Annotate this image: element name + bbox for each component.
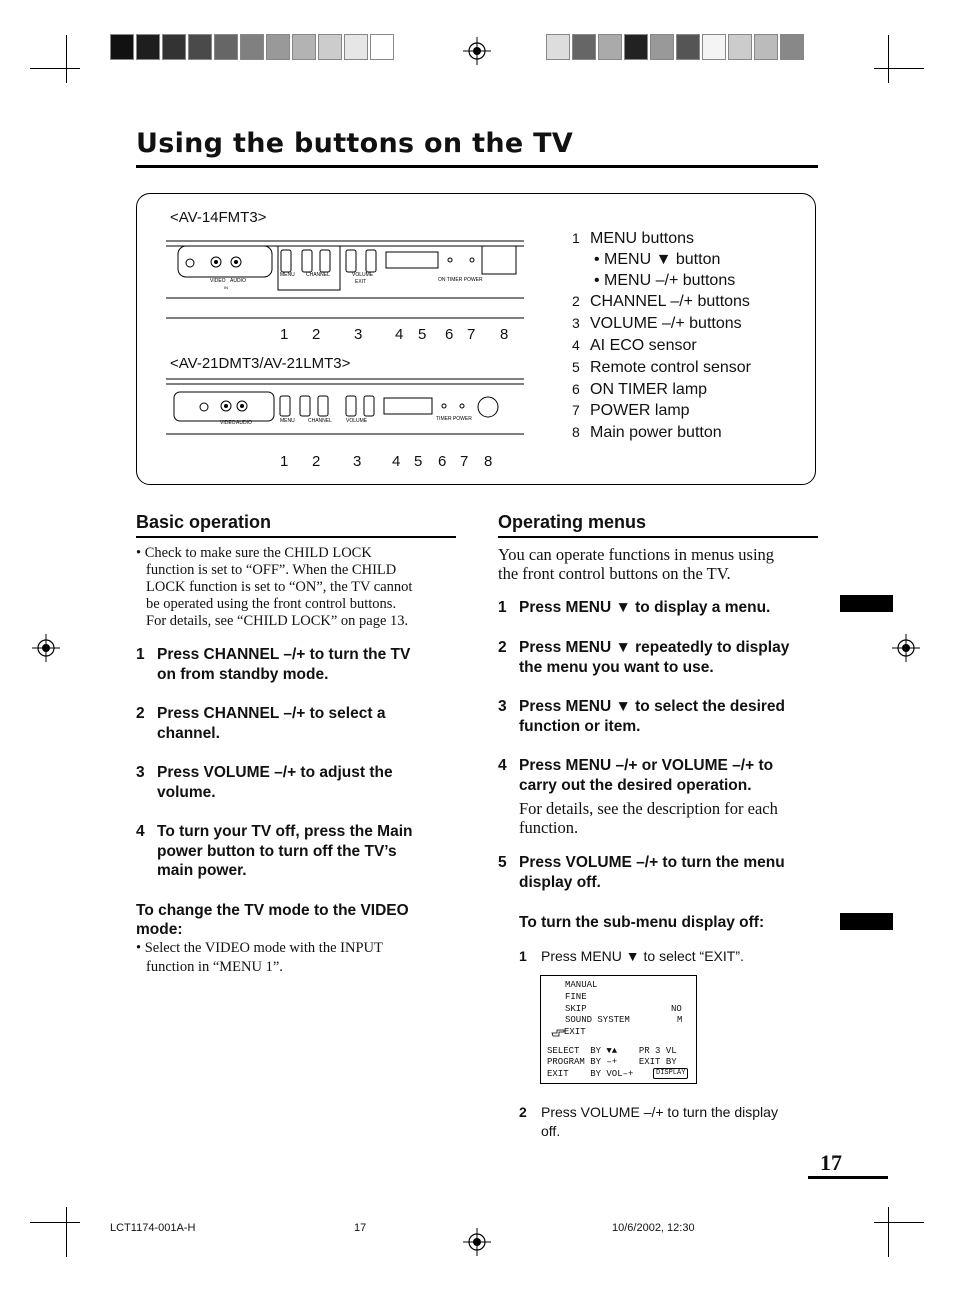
callout-5: 5 (418, 326, 427, 343)
step-text: channel. (157, 724, 220, 742)
color-swatch (110, 34, 134, 60)
color-swatch (344, 34, 368, 60)
basic-operation-rule (136, 536, 456, 538)
operating-menus-heading: Operating menus (498, 512, 647, 532)
legend-item (572, 379, 751, 401)
title-rule (136, 165, 818, 168)
operating-menus-rule (498, 536, 818, 538)
step-text: carry out the desired operation. (519, 776, 752, 794)
text-line: mode: (136, 921, 183, 938)
tv-front-panel-diagram-2 (166, 376, 526, 456)
color-swatch (240, 34, 264, 60)
menu-skip-value: NO (671, 1004, 682, 1014)
sub-step-2 (519, 1103, 778, 1139)
callout-3: 3 (354, 326, 363, 343)
legend-text: MENU buttons (590, 230, 695, 247)
legend-text: • MENU ▼ button (594, 250, 721, 268)
step-number: 1 (498, 599, 507, 616)
legend-item (572, 357, 751, 379)
menu-item-exit: EXIT (564, 1027, 586, 1037)
color-swatch (754, 34, 778, 60)
step-number: 1 (136, 646, 145, 663)
color-swatch (162, 34, 186, 60)
color-swatch (624, 34, 648, 60)
legend-text: Remote control sensor (590, 358, 751, 376)
panel-video-label: VIDEO (210, 278, 226, 284)
menu-screen-example (540, 975, 697, 1084)
color-swatch (598, 34, 622, 60)
color-swatch (728, 34, 752, 60)
step-number: 5 (498, 854, 507, 871)
step-text: power button to turn off the TV’s (157, 842, 397, 860)
crop-mark (66, 35, 67, 83)
display-button-label: DISPLAY (653, 1068, 688, 1079)
step-text: the menu you want to use. (519, 658, 714, 676)
text-line: You can operate functions in menus using (498, 545, 775, 564)
text-line: For details, see the description for each (519, 799, 778, 818)
text-line: LOCK function is set to “ON”, the TV cannot (146, 579, 413, 595)
submenu-heading: To turn the sub-menu display off: (519, 914, 765, 931)
panel2-video-label: VIDEO (220, 420, 236, 426)
text-line: To change the TV mode to the VIDEO (136, 902, 409, 919)
sub-step-2-num: 2 (519, 1104, 527, 1120)
text-line: function. (519, 818, 579, 837)
step-text: display off. (519, 873, 601, 891)
registration-mark-icon (463, 1228, 491, 1256)
text-line: For details, see “CHILD LOCK” on page 13. (146, 613, 409, 629)
callout-4: 4 (395, 326, 404, 343)
menu-footer-3: EXIT BY VOL–+ (547, 1069, 634, 1079)
legend-item (572, 228, 751, 250)
diagram-legend (572, 228, 751, 444)
legend-item (572, 335, 751, 357)
legend-number: 3 (572, 315, 580, 332)
menu-item-skip: SKIP (565, 1004, 587, 1014)
legend-item (572, 422, 751, 444)
registration-mark-icon (463, 37, 491, 65)
step-text: Press MENU ▼ to select the desired (519, 698, 786, 715)
legend-number: 2 (572, 293, 580, 310)
step-text: Press CHANNEL –/+ to turn the TV (157, 646, 411, 663)
menu-item-manual: MANUAL (565, 980, 598, 990)
callout-4: 4 (392, 453, 401, 470)
panel2-audio-label: AUDIO (236, 420, 252, 426)
page-title: Using the buttons on the TV (136, 128, 574, 159)
step-text: function or item. (519, 717, 641, 735)
legend-number: 7 (572, 402, 580, 419)
legend-number: 5 (572, 358, 580, 375)
panel-exit-label: EXIT (355, 279, 367, 285)
callout-2: 2 (312, 326, 321, 343)
color-swatch (188, 34, 212, 60)
panel2-menu-label: MENU (280, 418, 295, 424)
step-text: volume. (157, 783, 216, 801)
legend-text: • MENU –/+ buttons (594, 271, 736, 289)
footer-doc-code: LCT1174-001A-H (110, 1222, 196, 1234)
panel-menu-label: MENU (280, 272, 295, 278)
color-swatch (318, 34, 342, 60)
legend-item (572, 400, 751, 422)
color-bar-left (110, 34, 396, 60)
step-number: 4 (136, 823, 145, 840)
color-swatch (676, 34, 700, 60)
panel-channel-label: CHANNEL (306, 272, 330, 278)
crop-mark (874, 1222, 924, 1223)
sub-step-1-num: 1 (519, 948, 527, 964)
color-bar-right (546, 34, 806, 60)
color-swatch (650, 34, 674, 60)
menu-footer-2: PROGRAM BY –+ EXIT BY (547, 1057, 677, 1067)
callout-7: 7 (467, 326, 476, 343)
side-tab-marker (840, 913, 893, 930)
callout-7: 7 (460, 453, 469, 470)
color-swatch (780, 34, 804, 60)
legend-text: AI ECO sensor (590, 336, 697, 354)
text-line: function in “MENU 1”. (146, 959, 283, 975)
step-number: 4 (498, 757, 507, 774)
legend-text: VOLUME –/+ buttons (590, 315, 742, 333)
pointing-hand-icon (551, 1027, 565, 1037)
model-label-1: <AV-14FMT3> (170, 209, 267, 226)
legend-text: POWER lamp (590, 402, 690, 420)
callout-5: 5 (414, 453, 423, 470)
legend-number: 8 (572, 424, 580, 441)
callout-3: 3 (353, 453, 362, 470)
step-number: 3 (136, 764, 145, 781)
sub-step-2-line2: off. (541, 1123, 561, 1139)
legend-text: ON TIMER lamp (590, 380, 708, 398)
crop-mark (888, 35, 889, 83)
legend-number: 1 (572, 230, 580, 246)
color-swatch (214, 34, 238, 60)
text-line: function is set to “OFF”. When the CHILD (146, 562, 397, 578)
registration-mark-icon (892, 634, 920, 662)
callout-1: 1 (280, 453, 289, 470)
legend-text: CHANNEL –/+ buttons (590, 293, 750, 311)
panel2-channel-label: CHANNEL (308, 418, 332, 424)
sub-step-1-text: Press MENU ▼ to select “EXIT”. (541, 948, 744, 964)
callout-6: 6 (445, 326, 454, 343)
step-text: Press MENU ▼ to display a menu. (519, 599, 771, 616)
crop-mark (888, 1207, 889, 1257)
callout-6: 6 (438, 453, 447, 470)
menu-item-sound-system: SOUND SYSTEM (565, 1015, 630, 1025)
model-label-2: <AV-21DMT3/AV-21LMT3> (170, 355, 351, 372)
text-line: • Check to make sure the CHILD LOCK (136, 545, 372, 561)
step-number: 2 (498, 639, 507, 656)
side-tab-marker (840, 595, 893, 612)
step-text: Press MENU –/+ or VOLUME –/+ to (519, 757, 774, 774)
step-text: main power. (157, 862, 247, 879)
callout-1: 1 (280, 326, 289, 343)
step-text: on from standby mode. (157, 665, 329, 683)
legend-item (572, 250, 751, 271)
step-text: To turn your TV off, press the Main (157, 823, 413, 840)
step-text: Press CHANNEL –/+ to select a (157, 705, 386, 722)
menu-sound-value: M (677, 1015, 683, 1025)
panel-in-label: IN (224, 285, 228, 290)
crop-mark (66, 1207, 67, 1257)
crop-mark (30, 68, 80, 69)
panel-timer-power-label: ON TIMER POWER (438, 277, 483, 283)
basic-operation-heading: Basic operation (136, 512, 272, 532)
callout-2: 2 (312, 453, 321, 470)
sub-step-1 (519, 947, 744, 966)
callout-8: 8 (484, 453, 493, 470)
panel-audio-label: AUDIO (230, 278, 246, 284)
legend-number: 6 (572, 380, 580, 397)
footer-page: 17 (354, 1222, 367, 1234)
callout-8: 8 (500, 326, 509, 343)
legend-item (572, 291, 751, 313)
text-line: • Select the VIDEO mode with the INPUT (136, 940, 383, 956)
legend-text: Main power button (590, 424, 722, 442)
panel2-volume-label: VOLUME (346, 418, 368, 424)
menu-footer-1: SELECT BY ▼▲ PR 3 VL (547, 1046, 677, 1056)
footer-date: 10/6/2002, 12:30 (612, 1222, 695, 1234)
color-swatch (136, 34, 160, 60)
color-swatch (702, 34, 726, 60)
color-swatch (546, 34, 570, 60)
text-line: the front control buttons on the TV. (498, 564, 731, 583)
panel-volume-label: VOLUME (352, 272, 374, 278)
legend-number: 4 (572, 336, 580, 353)
color-swatch (370, 34, 394, 60)
legend-item (572, 271, 751, 292)
step-text: Press MENU ▼ repeatedly to display (519, 639, 790, 656)
crop-mark (30, 1222, 80, 1223)
step-text: Press VOLUME –/+ to adjust the (157, 764, 393, 781)
step-number: 2 (136, 705, 145, 722)
crop-mark (874, 68, 924, 69)
color-swatch (572, 34, 596, 60)
menu-item-fine: FINE (565, 992, 587, 1002)
text-line: be operated using the front control buttons. (146, 596, 397, 612)
registration-mark-icon (32, 634, 60, 662)
sub-step-2-line1: Press VOLUME –/+ to turn the display (541, 1104, 778, 1120)
legend-item (572, 313, 751, 335)
step-text: Press VOLUME –/+ to turn the menu (519, 854, 785, 871)
page-number-rule (808, 1176, 888, 1179)
color-swatch (292, 34, 316, 60)
color-swatch (266, 34, 290, 60)
panel2-timer-power-label: TIMER POWER (436, 416, 472, 422)
page-number: 17 (820, 1150, 842, 1175)
step-number: 3 (498, 698, 507, 715)
